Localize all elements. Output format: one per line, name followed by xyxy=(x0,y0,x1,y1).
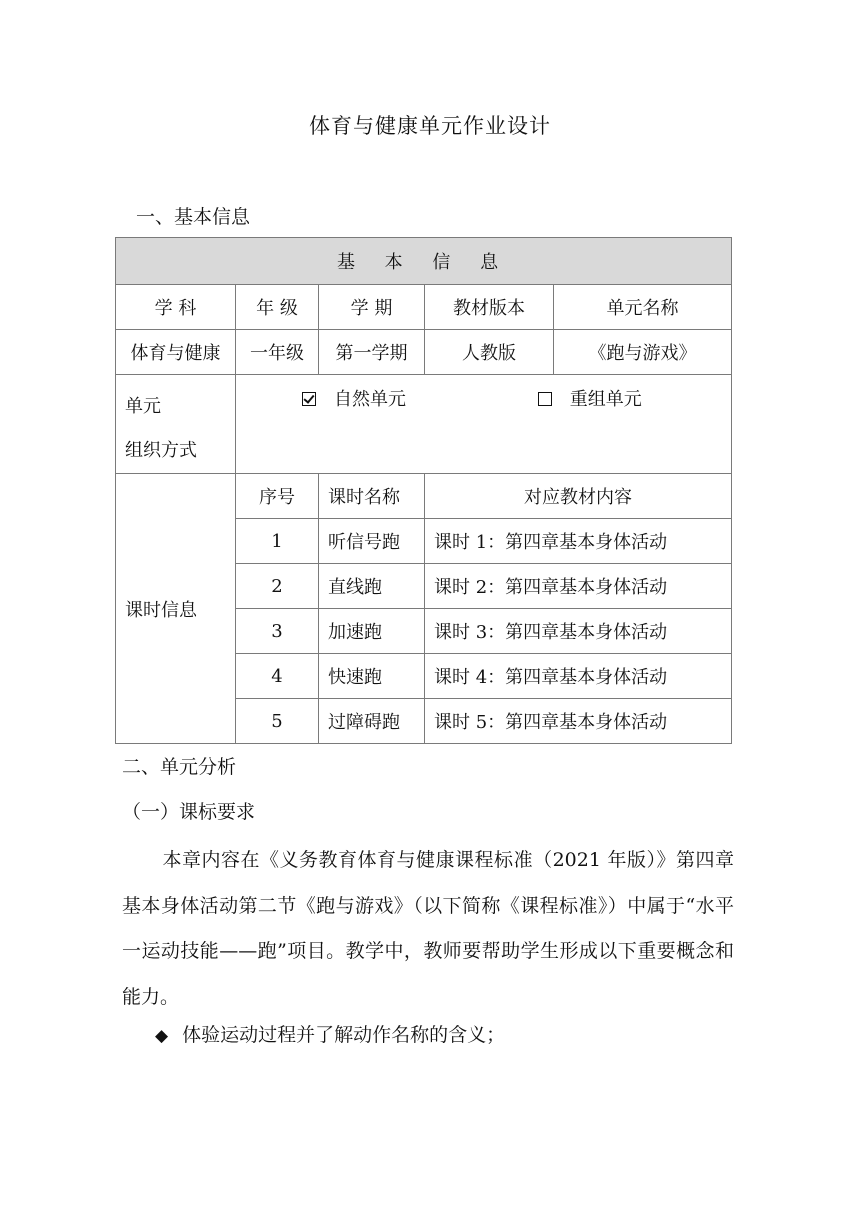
col-subject: 学 科 xyxy=(116,285,236,330)
value-unit-name: 《跑与游戏》 xyxy=(554,330,732,375)
document-title: 体育与健康单元作业设计 xyxy=(309,114,551,138)
diamond-bullet-icon: ◆ xyxy=(155,1026,169,1046)
basic-info-table xyxy=(115,237,732,744)
org-method-label xyxy=(116,375,236,474)
col-grade: 年 级 xyxy=(236,285,319,330)
lesson-content: 课时 5：第四章基本身体活动 xyxy=(425,699,732,744)
lesson-content: 课时 3：第四章基本身体活动 xyxy=(425,609,732,654)
lesson-no: 1 xyxy=(236,519,319,564)
section-unit-analysis-heading: 二、单元分析 xyxy=(122,756,237,778)
bullet-text: 体验运动过程并了解动作名称的含义； xyxy=(182,1024,506,1046)
col-unit-name: 单元名称 xyxy=(554,285,732,330)
value-semester: 第一学期 xyxy=(319,330,425,375)
unchecked-box-icon[interactable] xyxy=(538,392,552,406)
checked-box-icon[interactable] xyxy=(302,392,316,406)
value-edition: 人教版 xyxy=(425,330,554,375)
lesson-info-label: 课时信息 xyxy=(116,474,236,744)
table-header: 基 本 信 息 xyxy=(116,238,732,285)
option-regroup-label: 重组单元 xyxy=(569,389,642,410)
lesson-content: 课时 4：第四章基本身体活动 xyxy=(425,654,732,699)
lesson-name: 过障碍跑 xyxy=(319,699,425,744)
lesson-header-content: 对应教材内容 xyxy=(425,474,732,519)
org-label-line1: 单元 xyxy=(125,396,161,417)
lesson-header-no: 序号 xyxy=(236,474,319,519)
option-natural-label: 自然单元 xyxy=(334,389,406,410)
col-edition: 教材版本 xyxy=(425,285,554,330)
org-method-options xyxy=(236,375,732,474)
paragraph-text: 本章内容在《义务教育体育与健康课程标准（2021 年版）》第四章基本身体活动第二节《跑与游戏》（以下简称《课程标准》）中属于“水平一运动技能——跑”项目。教学中，教师要帮助学生形成以下重要概念和能力。 xyxy=(122,849,734,1008)
lesson-name: 听信号跑 xyxy=(319,519,425,564)
org-label-line2: 组织方式 xyxy=(125,440,197,461)
lesson-name: 直线跑 xyxy=(319,564,425,609)
option-natural-unit[interactable] xyxy=(302,385,406,411)
lesson-no: 2 xyxy=(236,564,319,609)
lesson-no: 4 xyxy=(236,654,319,699)
lesson-name: 加速跑 xyxy=(319,609,425,654)
lesson-content: 课时 2：第四章基本身体活动 xyxy=(425,564,732,609)
subsection-curriculum-heading: （一）课标要求 xyxy=(122,801,256,823)
lesson-name: 快速跑 xyxy=(319,654,425,699)
option-regroup-unit[interactable] xyxy=(538,385,642,411)
value-subject: 体育与健康 xyxy=(116,330,236,375)
lesson-no: 3 xyxy=(236,609,319,654)
lesson-no: 5 xyxy=(236,699,319,744)
value-grade: 一年级 xyxy=(236,330,319,375)
bullet-item xyxy=(155,1020,505,1047)
lesson-content: 课时 1：第四章基本身体活动 xyxy=(425,519,732,564)
col-semester: 学 期 xyxy=(319,285,425,330)
section-basic-info-heading: 一、基本信息 xyxy=(136,206,251,228)
lesson-header-name: 课时名称 xyxy=(319,474,425,519)
body-paragraph xyxy=(122,838,734,1020)
